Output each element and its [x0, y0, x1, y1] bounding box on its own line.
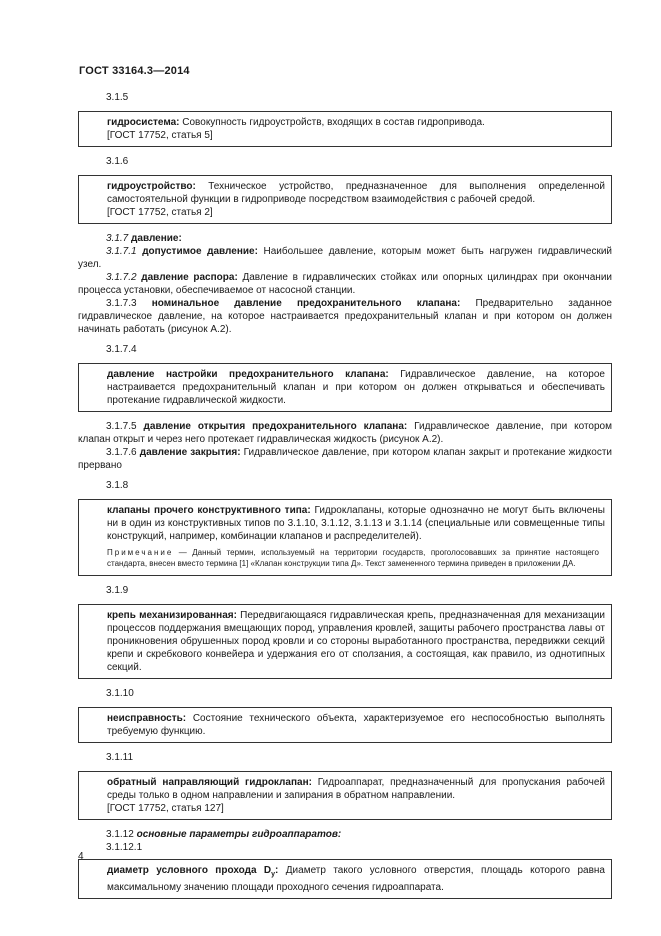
- term: основные параметры гидроаппаратов:: [136, 829, 342, 840]
- definition: Гидравлическое давление, при котором клапан закрыт и протекание жидкости прервано: [78, 447, 612, 471]
- section-number: 3.1.8: [106, 480, 129, 491]
- term: гидросистема:: [107, 117, 180, 128]
- definition: Предварительно заданное гидравлическое давление, на которое настраивается предохранительный клапан и при котором он должен начинать работать (рисунок А.2).: [78, 298, 612, 335]
- term: давление распора:: [141, 272, 238, 283]
- reference: [ГОСТ 17752, статья 127]: [107, 803, 224, 814]
- definition: Гидравлическое давление, на которое настраивается предохранительный клапан и при котором он должен открываться и обеспечивать протекание гидравлической жидкости.: [107, 369, 605, 406]
- main-parameters-section: [78, 828, 612, 854]
- section-number: 3.1.5: [106, 92, 129, 103]
- section-number: 3.1.7.2: [106, 272, 137, 283]
- note-label: Примечание: [107, 548, 174, 557]
- term-box-fault: [78, 707, 612, 743]
- section-number: 3.1.7.4: [106, 344, 137, 355]
- section-number: 3.1.9: [106, 585, 129, 596]
- term-box-other-valves: [78, 499, 612, 576]
- term-box-setting-pressure: [78, 363, 612, 412]
- term: давление:: [131, 233, 182, 244]
- term: клапаны прочего конструктивного типа:: [107, 505, 311, 516]
- term: допустимое давление:: [142, 246, 258, 257]
- term: [107, 865, 278, 876]
- term-text: диаметр условного прохода D: [107, 865, 272, 876]
- term-colon: :: [275, 865, 279, 876]
- term: крепь механизированная:: [107, 610, 237, 621]
- definition: Наибольшее давление, которым может быть нагружен гидравлический узел.: [78, 246, 613, 270]
- note: [79, 543, 605, 571]
- definition: Гидроаппарат, предназначенный для пропускания рабочей среды только в одном направлении и запирания в обратном направлении.: [107, 777, 605, 801]
- definition: Состояние технического объекта, характеризуемое его неспособностью выполнять требуемую функцию.: [107, 713, 605, 737]
- term: давление открытия предохранительного клапана:: [143, 421, 408, 432]
- term-box-powered-support: [78, 604, 612, 679]
- term-box-nominal-diameter: [78, 859, 612, 899]
- term: обратный направляющий гидроклапан:: [107, 777, 312, 788]
- section-number: 3.1.7.1: [106, 246, 137, 257]
- section-number: 3.1.10: [106, 688, 134, 699]
- section-number: 3.1.11: [106, 752, 134, 763]
- document-header: ГОСТ 33164.3—2014: [79, 65, 190, 77]
- document-body: [78, 91, 612, 907]
- page-number: 4: [78, 851, 84, 862]
- term-box-check-valve: [78, 771, 612, 820]
- term-box-hydrodevice: [78, 175, 612, 224]
- term: давление настройки предохранительного клапана:: [107, 369, 389, 380]
- definition: Техническое устройство, предназначенное для выполнения определенной самостоятельной функции в гидроприводе посредством взаимодействия с рабочей средой.: [107, 181, 605, 205]
- definition: Гидроклапаны, которые однозначно не могут быть включены ни в один из конструктивных типов по 3.1.10, 3.1.12, 3.1.13 и 3.1.14 (специальные или совмещенные типы конструкций, например, комбинации клапанов и распределителей).: [107, 505, 605, 542]
- section-number: 3.1.7.5: [106, 421, 137, 432]
- section-number: 3.1.7: [106, 233, 129, 244]
- term-box-hydrosystem: [78, 111, 612, 147]
- section-number: 3.1.7.3: [106, 298, 137, 309]
- definition: Гидравлическое давление, при котором клапан открыт и через него протекает гидравлическая жидкость (рисунок А.2).: [78, 421, 612, 445]
- term: давление закрытия:: [139, 447, 241, 458]
- term: гидроустройство:: [107, 181, 196, 192]
- definition: Передвигающаяся гидравлическая крепь, предназначенная для механизации процессов поддержания вмещающих пород, управления кровлей, защиты рабочего пространства лавы от проникновения обрушенных пород кровли и со стороны выработанного пространства, передвижки секций крепи и скребкового конвейера и удержания его от сползания, а состоящая, как правило, из однотипных секций.: [107, 610, 605, 673]
- section-number: 3.1.6: [106, 156, 129, 167]
- definition: Совокупность гидроустройств, входящих в состав гидропривода.: [179, 117, 485, 128]
- section-number: 3.1.12: [106, 829, 134, 840]
- definition: Диаметр такого условного отверстия, площадь которого равна максимальному значению площади проходного сечения гидроаппарата.: [107, 865, 605, 893]
- term: номинальное давление предохранительного клапана:: [151, 298, 461, 309]
- reference: [ГОСТ 17752, статья 2]: [107, 207, 213, 218]
- opening-closing-section: [78, 420, 612, 472]
- term-subscript: у: [271, 871, 276, 878]
- section-number: 3.1.12.1: [106, 842, 143, 853]
- section-number: 3.1.7.6: [106, 447, 137, 458]
- reference: [ГОСТ 17752, статья 5]: [107, 130, 213, 141]
- term: неисправность:: [107, 713, 187, 724]
- definition: Давление в гидравлических стойках или опорных цилиндрах при окончании процесса установки, обеспечиваемое от насосной станции.: [78, 272, 612, 296]
- note-text: — Данный термин, используемый на территории государств, проголосовавших за принятие настоящего стандарта, внесен вместо термина [1] «Клапан конструкции типа Д». Текст замененного термина приведен в приложении ДА.: [107, 548, 599, 568]
- pressure-section: [78, 232, 612, 336]
